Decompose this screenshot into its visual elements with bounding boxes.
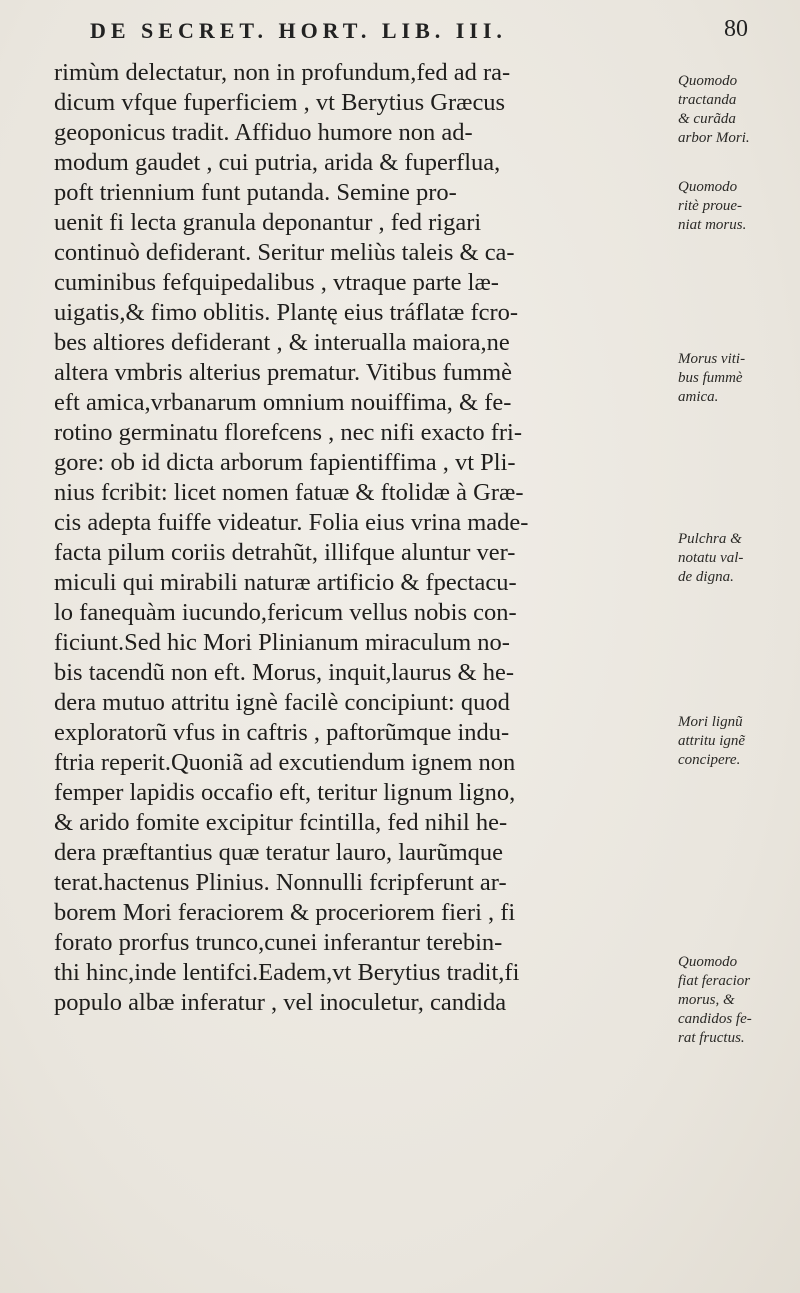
marginal-note-line: notatu val- bbox=[678, 550, 744, 566]
marginal-note-line: arbor Mori. bbox=[678, 130, 750, 146]
running-head-title: DE SECRET. HORT. LIB. III. bbox=[90, 18, 507, 43]
text-line: uenit fi lecta granula deponantur , fed rigari bbox=[54, 209, 482, 236]
text-line: miculi qui mirabili naturæ artificio & fpectacu- bbox=[54, 569, 517, 596]
text-line: dera mutuo attritu ignè facilè concipiunt: quod bbox=[54, 689, 510, 716]
marginal-note-line: Morus viti- bbox=[678, 351, 746, 367]
text-line: altera vmbris alterius prematur. Vitibus fummè bbox=[54, 359, 513, 386]
text-line: geoponicus tradit. Affiduo humore non ad- bbox=[54, 119, 473, 146]
text-line: uigatis,& fimo oblitis. Plantę eius tráflatæ fcro- bbox=[54, 299, 519, 326]
marginal-note-line: Pulchra & bbox=[678, 531, 742, 547]
marginal-note-line: candidos fe- bbox=[678, 1011, 752, 1027]
marginal-note-line: attritu ignẽ bbox=[678, 733, 746, 749]
text-line: rotino germinatu florefcens , nec nifi exacto fri- bbox=[54, 419, 523, 446]
marginal-note-line: de digna. bbox=[678, 569, 734, 585]
text-line: gore: ob id dicta arborum fapientiffima , vt Pli- bbox=[54, 449, 516, 476]
text-line: continuò defiderant. Seritur meliùs taleis & ca- bbox=[54, 239, 515, 266]
marginal-note-line: niat morus. bbox=[678, 217, 747, 233]
marginal-note bbox=[678, 178, 798, 235]
marginal-note-line: Quomodo bbox=[678, 954, 738, 970]
marginal-note-line: amica. bbox=[678, 389, 719, 405]
marginal-note-line: fiat feracior bbox=[678, 973, 751, 989]
text-line: lo fanequàm iucundo,fericum vellus nobis con- bbox=[54, 599, 517, 626]
marginal-note-line: ritè proue- bbox=[678, 198, 743, 214]
marginal-note bbox=[678, 72, 798, 148]
marginal-note-line: tractanda bbox=[678, 92, 737, 108]
marginal-note bbox=[678, 713, 798, 770]
text-line: modum gaudet , cui putria, arida & fuperflua, bbox=[54, 149, 501, 176]
text-line: bes altiores defiderant , & interualla maiora,ne bbox=[54, 329, 510, 356]
text-line: borem Mori feraciorem & proceriorem fieri , fi bbox=[54, 899, 516, 926]
text-line: bis tacendũ non eft. Morus, inquit,laurus & he- bbox=[54, 659, 514, 686]
text-line: populo albæ inferatur , vel inoculetur, candida bbox=[54, 989, 507, 1016]
page-number: 80 bbox=[724, 16, 748, 42]
text-line: exploratorũ vfus in caftris , paftorũmque indu- bbox=[54, 719, 510, 746]
marginal-note bbox=[678, 953, 798, 1048]
marginal-note bbox=[678, 530, 798, 587]
marginal-note-line: & curãda bbox=[678, 111, 736, 127]
marginal-note-line: Quomodo bbox=[678, 179, 738, 195]
marginal-note-line: bus fummè bbox=[678, 370, 743, 386]
marginal-note-line: Mori lignũ bbox=[678, 714, 743, 730]
text-line: forato prorfus trunco,cunei inferantur terebin- bbox=[54, 929, 503, 956]
text-line: femper lapidis occafio eft, teritur lignum ligno, bbox=[54, 779, 516, 806]
marginal-note-line: rat fructus. bbox=[678, 1030, 745, 1046]
text-line: poft triennium funt putanda. Semine pro- bbox=[54, 179, 457, 206]
text-line: dera præftantius quæ teratur lauro, laurũmque bbox=[54, 839, 504, 866]
marginal-note-line: Quomodo bbox=[678, 73, 738, 89]
text-line: dicum vfque fuperficiem , vt Berytius Græcus bbox=[54, 89, 506, 116]
text-line: thi hinc,inde lentifci.Eadem,vt Berytius tradit,fi bbox=[54, 959, 520, 986]
text-line: rimùm delectatur, non in profundum,fed ad ra- bbox=[54, 59, 511, 86]
text-line: nius fcribit: licet nomen fatuæ & ftolidæ à Græ- bbox=[54, 479, 524, 506]
text-line: cuminibus fefquipedalibus , vtraque parte læ- bbox=[54, 269, 499, 296]
text-line: terat.hactenus Plinius. Nonnulli fcripferunt ar- bbox=[54, 869, 507, 896]
text-line: ftria reperit.Quoniã ad excutiendum ignem non bbox=[54, 749, 516, 776]
marginal-note-line: morus, & bbox=[678, 992, 735, 1008]
text-line: facta pilum coriis detrahũt, illifque aluntur ver- bbox=[54, 539, 516, 566]
text-line: & arido fomite excipitur fcintilla, fed nihil he- bbox=[54, 809, 508, 836]
marginal-note-line: concipere. bbox=[678, 752, 741, 768]
marginal-note bbox=[678, 350, 798, 407]
text-line: ficiunt.Sed hic Mori Plinianum miraculum no- bbox=[54, 629, 510, 656]
text-line: cis adepta fuiffe videatur. Folia eius vrina made- bbox=[54, 509, 529, 536]
text-line: eft amica,vrbanarum omnium nouiffima, & fe- bbox=[54, 389, 512, 416]
